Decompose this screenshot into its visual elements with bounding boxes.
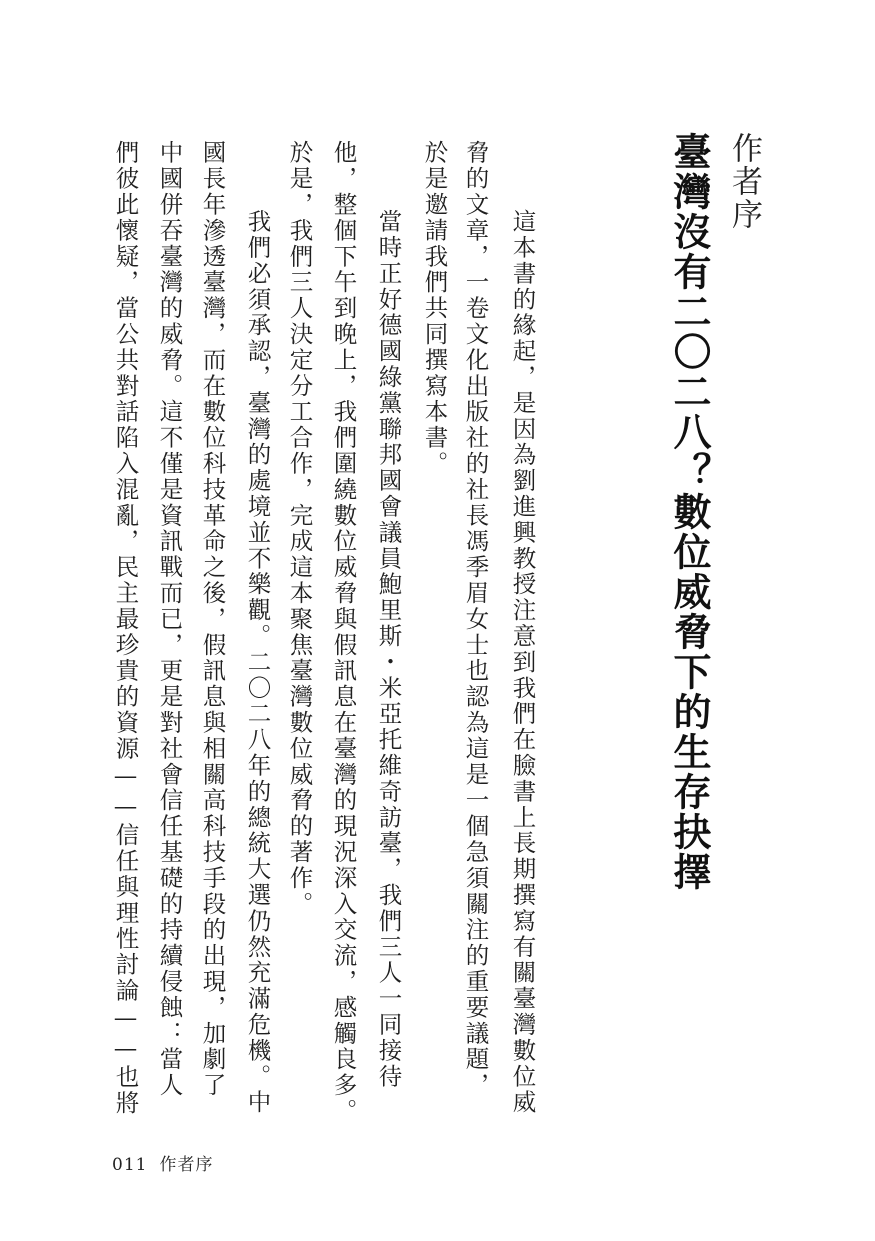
body-line-7: 我們必須承認，臺灣的處境並不樂觀。二〇二八年的總統大選仍然充滿危機。中 (243, 183, 272, 1116)
page-footer (112, 1150, 213, 1175)
body-line-6: 於是，我們三人決定分工合作，完成這本聚焦臺灣數位威脅的著作。 (285, 140, 314, 917)
body-line-1: 這本書的緣起，是因為劉進興教授注意到我們在臉書上長期撰寫有關臺灣數位威 (508, 183, 537, 1116)
body-line-5: 他，整個下午到晚上，我們圍繞數位威脅與假訊息在臺灣的現況深入交流，感觸良多。 (329, 140, 358, 1125)
page-number: 011 (112, 1155, 148, 1175)
body-line-3: 於是邀請我們共同撰寫本書。 (420, 140, 449, 477)
body-line-9: 中國併吞臺灣的威脅。這不僅是資訊戰而已，更是對社會信任基礎的持續侵蝕：當人 (155, 140, 184, 1099)
body-line-4: 當時正好德國綠黨聯邦國會議員鮑里斯・米亞托維奇訪臺，我們三人一同接待 (374, 183, 403, 1090)
running-title: 作者序 (159, 1155, 214, 1175)
chapter-title: 臺灣沒有二〇二八？數位威脅下的生存抉擇 (667, 132, 712, 892)
body-line-8: 國長年滲透臺灣，而在數位科技革命之後，假訊息與相關高科技手段的出現，加劇了 (198, 140, 227, 1099)
body-line-10: 們彼此懷疑，當公共對話陷入混亂，民主最珍貴的資源——信任與理性討論——也將 (111, 140, 140, 1117)
body-line-2: 脅的文章，一卷文化出版社的社長馮季眉女士也認為這是一個急須關注的重要議題， (461, 140, 490, 1099)
section-label: 作者序 (726, 132, 762, 231)
